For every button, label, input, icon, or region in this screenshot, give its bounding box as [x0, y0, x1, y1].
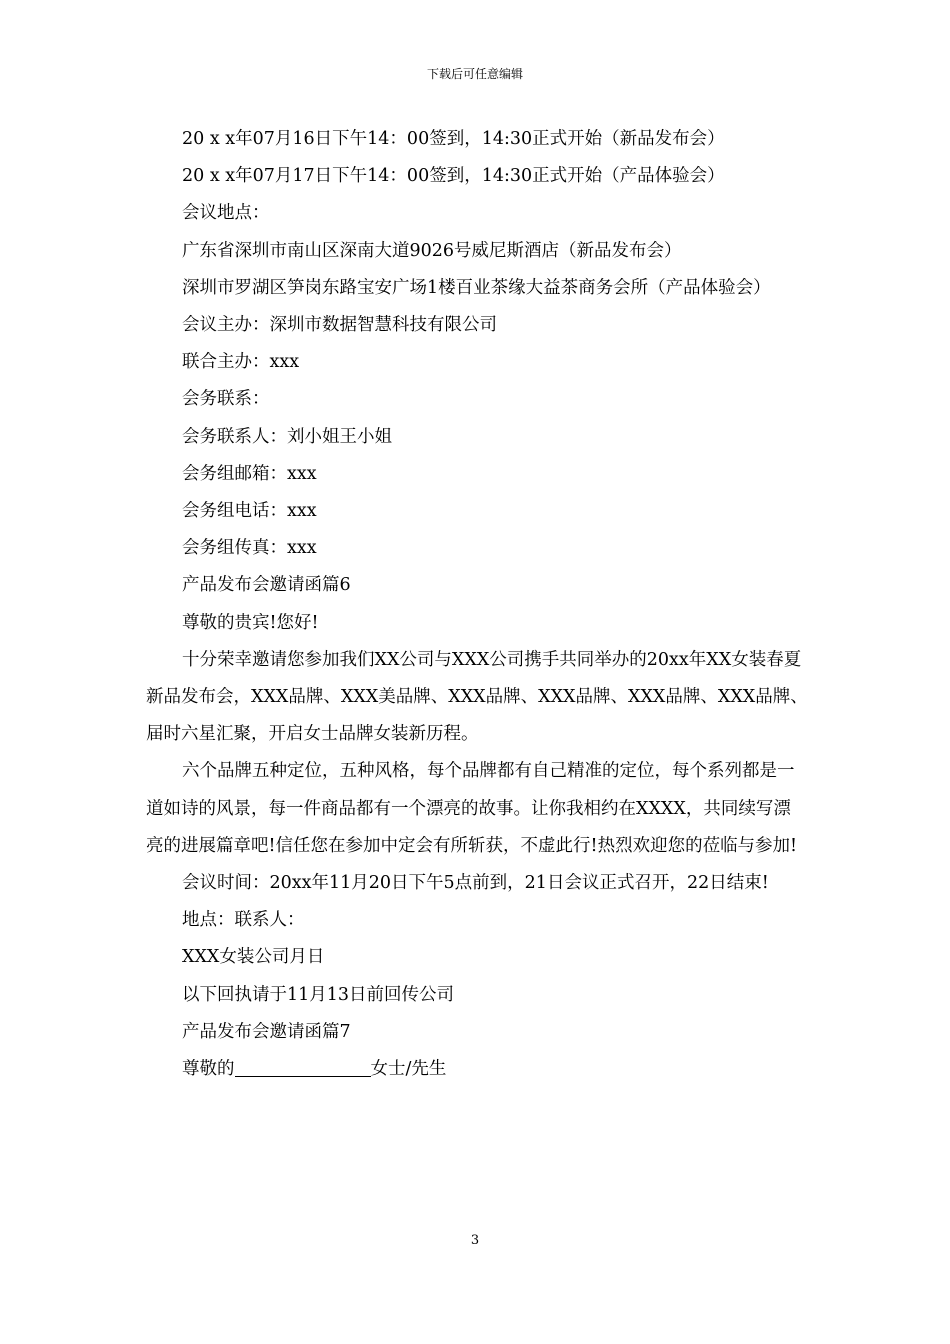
greeting: 尊敬的贵宾!您好!: [182, 612, 319, 633]
venue-address-1: 广东省深圳市南山区深南大道9026号威尼斯酒店（新品发布会）: [182, 240, 682, 261]
schedule-line-1: 20 x x年07月16日下午14：00签到，14:30正式开始（新品发布会）: [182, 129, 725, 149]
meeting-time: 会议时间：20xx年11月20日下午5点前到，21日会议正式召开，22日结束!: [182, 873, 769, 894]
section-heading-7: 产品发布会邀请函篇7: [182, 1021, 351, 1042]
invitation-paragraph-2: 六个品牌五种定位，五种风格，每个品牌都有自己精准的定位，每个系列都是一道如诗的风景，每一件商品都有一个漂亮的故事。让你我相约在XXXX，共同续写漂亮的进展篇章吧!信任您在参加中定会有所斩获，不虚此行!热烈欢迎您的莅临与参加!: [146, 761, 798, 856]
venue-address-2: 深圳市罗湖区笋岗东路宝安广场1楼百业茶缘大益茶商务会所（产品体验会）: [182, 277, 771, 298]
location-contact: 地点：联系人：: [182, 910, 305, 931]
contact-fax: 会务组传真：xxx: [182, 538, 317, 559]
page-header: 下载后可任意编辑: [426, 67, 523, 81]
co-organizer: 联合主办：xxx: [182, 352, 300, 373]
name-blank: [235, 1058, 371, 1077]
document-body: [146, 121, 808, 1088]
contact-phone: 会务组电话：xxx: [182, 501, 317, 522]
venue-label: 会议地点：: [182, 203, 270, 224]
contact-person: 会务联系人：刘小姐王小姐: [182, 426, 392, 447]
company-date: XXX女装公司月日: [182, 947, 325, 968]
page-number: 3: [470, 1233, 480, 1248]
reply-note: 以下回执请于11月13日前回传公司: [182, 984, 455, 1005]
contact-label: 会务联系：: [182, 389, 270, 410]
salutation-prefix: 尊敬的: [182, 1059, 235, 1080]
organizer: 会议主办：深圳市数据智慧科技有限公司: [182, 315, 497, 336]
contact-email: 会务组邮箱：xxx: [182, 463, 317, 484]
section-heading-6: 产品发布会邀请函篇6: [182, 575, 351, 596]
invitation-paragraph-1: 十分荣幸邀请您参加我们XX公司与XXX公司携手共同举办的20xx年XX女装春夏新品发布会，XXX品牌、XXX美品牌、XXX品牌、XXX品牌、XXX品牌、XXX品牌、届时六星汇聚，开启女士品牌女装新历程。: [146, 649, 808, 745]
salutation-line: [146, 1051, 808, 1088]
salutation-suffix: 女士/先生: [370, 1059, 447, 1080]
schedule-line-2: 20 x x年07月17日下午14：00签到，14:30正式开始（产品体验会）: [182, 166, 725, 187]
